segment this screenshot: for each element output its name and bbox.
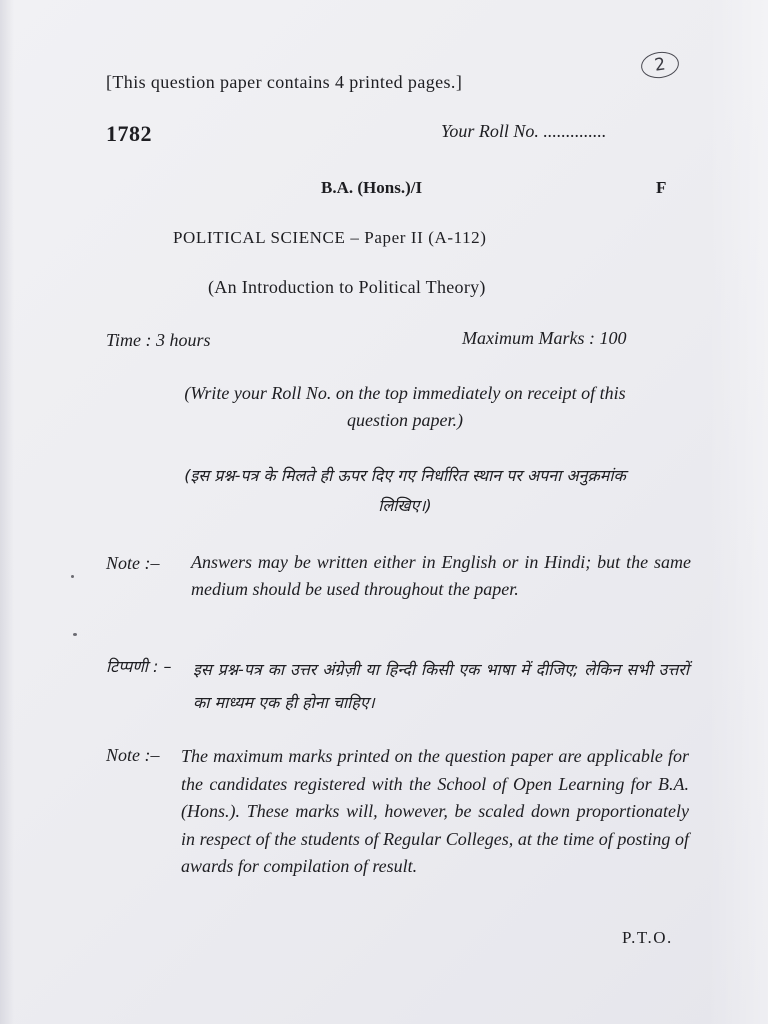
page-number-mark-text: 2 [653,54,667,76]
scan-speck [71,575,74,578]
course-name: B.A. (Hons.)/I [321,178,423,197]
note-marks-scaling: The maximum marks printed on the question paper are applicable for the candidates registered with the School of Open Learning for B.A. (Hons.). These marks will, however, be scaled down proportionately in respect of the students of Regular Colleges, at the time of posting of awards for compilation of result. [181,746,689,876]
page-number-mark [639,49,680,80]
roll-number-field: Your Roll No. .............. [441,121,607,141]
scan-speck [73,633,77,636]
note-language-medium: Answers may be written either in English or in Hindi; but the same medium should be used throughout the paper. [191,552,691,599]
pages-note: [This question paper contains 4 printed pages.] [106,72,463,92]
paper-code: 1782 [106,121,152,146]
note-label-marks: Note :– [106,745,160,765]
paper-title: POLITICAL SCIENCE – Paper II (A-112) [173,228,487,247]
scan-edge-shadow [0,0,14,1024]
paper-set-letter: F [656,178,667,197]
roll-number-instruction-english: (Write your Roll No. on the top immediately on receipt of this question paper.) [184,383,626,430]
roll-number-instruction-hindi: (इस प्रश्न-पत्र के मिलते ही ऊपर दिए गए निर्धारित स्थान पर अपना अनुक्रमांक लिखिए।) [184,466,626,515]
scan-edge-highlight [708,0,768,1024]
exam-duration: Time : 3 hours [106,330,211,350]
maximum-marks: Maximum Marks : 100 [462,328,627,348]
note-label-hindi: टिप्पणी : – [106,657,172,676]
paper-subtitle: (An Introduction to Political Theory) [208,277,486,297]
note-language-medium-hindi: इस प्रश्न-पत्र का उत्तर अंग्रेज़ी या हिन्दी किसी एक भाषा में दीजिए; लेकिन सभी उत्तरों का माध्यम एक ही होना चाहिए। [193,660,689,712]
please-turn-over: P.T.O. [622,928,673,947]
note-label-language: Note :– [106,553,160,573]
